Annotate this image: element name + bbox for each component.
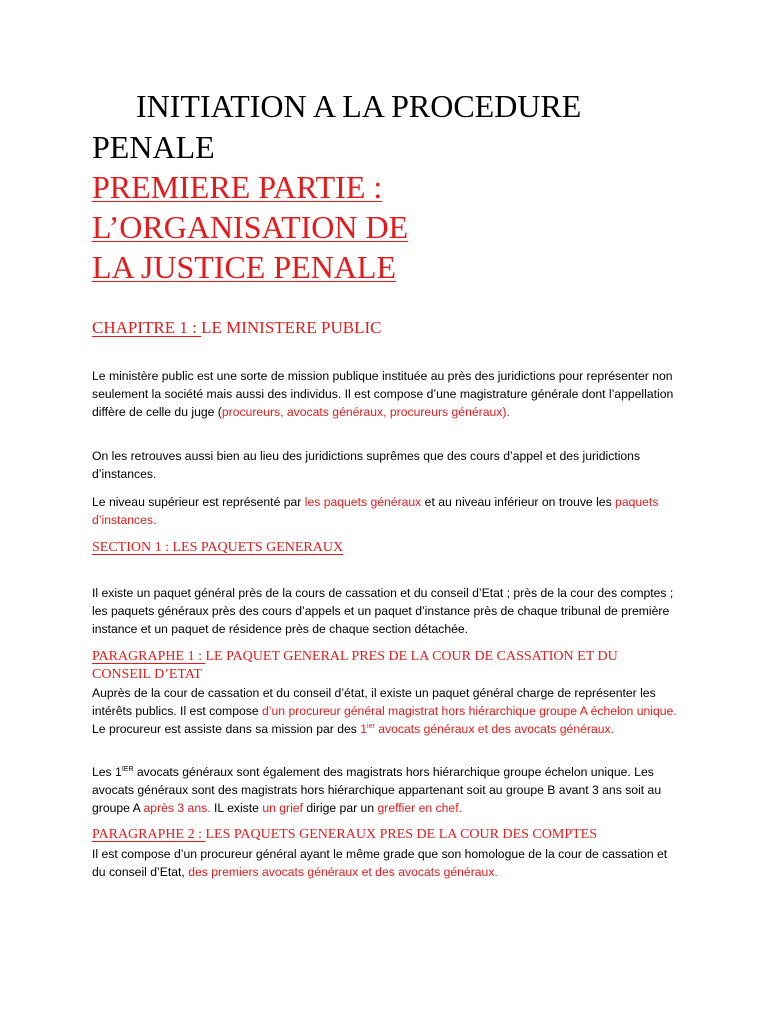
- title-line-2: PENALE: [92, 129, 215, 165]
- p7-highlight: des premiers avocats généraux et des avocats généraux.: [188, 865, 498, 879]
- paragraph-cour-comptes: [92, 845, 678, 881]
- chapter-heading: [92, 317, 678, 339]
- p5-highlight-a: d’un procureur général magistrat hors hiérarchique groupe A échelon unique.: [262, 704, 677, 718]
- p5-text-a: Auprès de la cour de cassation et du conseil d’état, il existe un paquet général charge de représenter les intérêts publics. Il est compose: [92, 686, 656, 718]
- paragraph-juridictions: [92, 447, 678, 483]
- paragraph-1-prefix: PARAGRAPHE 1 :: [92, 649, 206, 664]
- title-line-1: INITIATION A LA PROCEDURE: [136, 88, 582, 124]
- paragraph-2-title: LES PAQUETS GENERAUX PRES DE LA COUR DES COMPTES: [205, 827, 598, 842]
- p7-text: Il est compose d’un procureur général ayant le même grade que son homologue de la cour de cassation et du conseil d’Etat,: [92, 847, 668, 879]
- p6-highlight-b: un grief: [262, 801, 303, 815]
- p1-highlight: procureurs, avocats généraux, procureurs généraux).: [221, 405, 510, 419]
- p5-highlight-b: [360, 722, 614, 736]
- section-1-heading: [92, 539, 678, 557]
- chapter-title: LE MINISTERE PUBLIC: [201, 318, 382, 337]
- paragraph-cour-cassation: [92, 684, 682, 738]
- p5-ordinal: 1: [360, 722, 368, 736]
- paragraph-paquets: [92, 584, 678, 638]
- paragraph-ministere-public: [92, 367, 678, 421]
- section-1-title: SECTION 1 : LES PAQUETS GENERAUX: [92, 540, 344, 555]
- p5-highlight-text: avocats généraux et des avocats généraux.: [374, 722, 614, 736]
- p6-ordinal-suffix: IER: [121, 766, 134, 773]
- p3-text-a: Le niveau supérieur est représenté par: [92, 495, 305, 509]
- p1-text: Le ministère public est une sorte de mission publique instituée au près des juridictions pour représenter non seulement la société mais aussi des individus. Il est compose d’une magistrature générale dont l’appellation diffère de celle du juge (: [92, 369, 674, 419]
- p6-text-d: dirige par un: [302, 801, 378, 815]
- p6-text-a: Les 1: [92, 765, 122, 779]
- p5-ordinal-suffix: ier: [367, 723, 375, 730]
- part-line-2: L’ORGANISATION DE: [92, 209, 409, 245]
- document-title: [92, 86, 652, 168]
- part-line-3: LA JUSTICE PENALE: [92, 249, 396, 285]
- paragraph-1-title: LE PAQUET GENERAL PRES DE LA COUR DE CASSATION ET DU CONSEIL D’ETAT: [92, 649, 618, 682]
- p6-highlight-a: après 3 ans.: [143, 801, 211, 815]
- part-line-1: PREMIERE PARTIE :: [92, 169, 383, 205]
- p3-highlight-a: les paquets généraux: [304, 495, 422, 509]
- p2-text: On les retrouves aussi bien au lieu des juridictions suprêmes que des cours d’appel et des juridictions d’instances.: [92, 449, 641, 481]
- paragraph-2-heading: [92, 826, 678, 844]
- paragraph-niveaux: [92, 493, 678, 529]
- p6-text-b: avocats généraux sont également des magistrats hors hiérarchique groupe échelon unique. Les avocats généraux sont des magistrats hors hiérarchique appartenant soit au groupe B avant 3 ans soit au groupe A: [92, 765, 662, 815]
- p3-highlight-b: paquets d’instances.: [92, 495, 659, 527]
- part-heading: [92, 167, 652, 287]
- chapter-prefix: CHAPITRE 1 :: [92, 318, 202, 337]
- p6-highlight-c: greffier en chef.: [377, 801, 462, 815]
- paragraph-avocats-generaux: [92, 763, 682, 817]
- p6-text-c: IL existe: [210, 801, 263, 815]
- p5-text-b: Le procureur est assiste dans sa mission par des: [92, 722, 361, 736]
- p3-text-b: et au niveau inférieur on trouve les: [421, 495, 616, 509]
- paragraph-1-heading: [92, 648, 678, 684]
- p4-text: Il existe un paquet général près de la cours de cassation et du conseil d’Etat ; près de la cour des comptes ; les paquets généraux près des cours d’appels et un paquet d’instance près de chaque tribunal de première instance et un paquet de résidence près de chaque section détachée.: [92, 586, 674, 636]
- paragraph-2-prefix: PARAGRAPHE 2 :: [92, 827, 206, 842]
